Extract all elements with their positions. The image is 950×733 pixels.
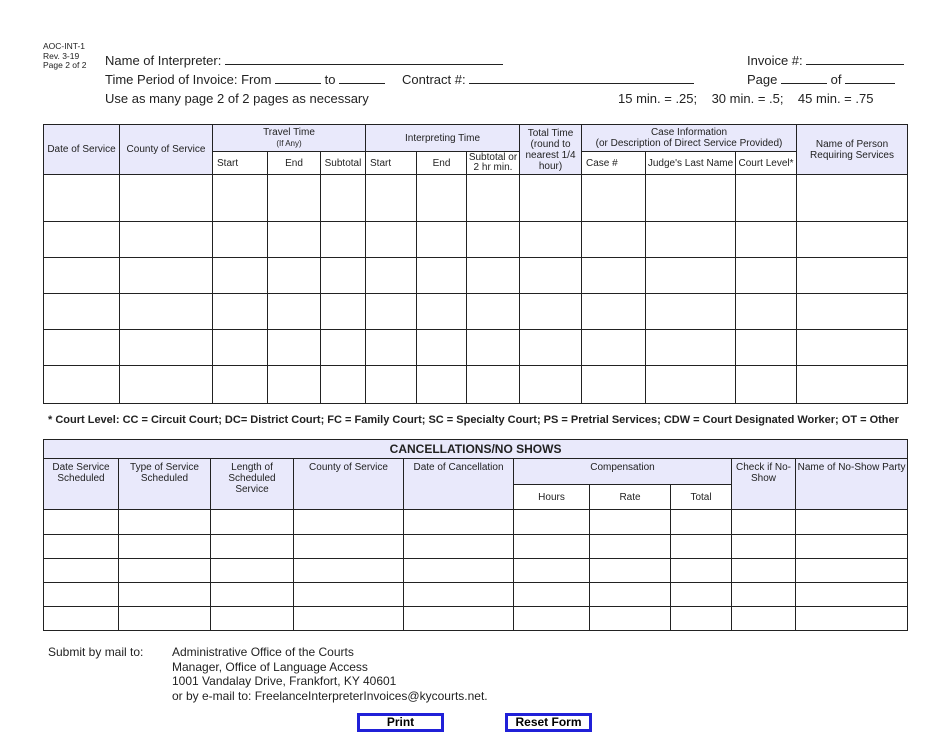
case-info-label: Case Information xyxy=(650,127,728,138)
address-email-line: or by e-mail to: FreelanceInterpreterInvoices@kycourts.net. xyxy=(172,688,488,703)
col-interp-start: Start xyxy=(366,152,417,175)
service-table xyxy=(43,124,908,404)
col-travel-end: End xyxy=(268,152,321,175)
col-cancel-county: County of Service xyxy=(294,459,404,510)
address-line-2: Manager, Office of Language Access xyxy=(172,659,368,674)
cancellations-title: CANCELLATIONS/NO SHOWS xyxy=(44,440,908,459)
two-hr-min-label: 2 hr min. xyxy=(473,162,513,173)
col-court-level: Court Level* xyxy=(736,152,797,175)
table-row xyxy=(44,258,908,294)
col-interp-subtotal xyxy=(467,152,520,175)
time-period-row xyxy=(105,71,385,87)
table-row xyxy=(44,294,908,330)
invoice-number-row xyxy=(747,52,904,68)
table-row xyxy=(44,559,908,583)
table-row xyxy=(44,583,908,607)
col-case-information xyxy=(582,125,797,152)
table-row xyxy=(44,607,908,631)
contract-label: Contract #: xyxy=(402,72,466,87)
page-number-field[interactable] xyxy=(781,71,827,84)
table-row xyxy=(44,535,908,559)
print-button[interactable]: Print xyxy=(357,713,444,732)
interpreter-name-label: Name of Interpreter: xyxy=(105,53,222,68)
interpreter-name-row xyxy=(105,52,503,68)
col-county-of-service: County of Service xyxy=(120,125,213,175)
col-travel-subtotal: Subtotal xyxy=(321,152,366,175)
travel-time-label: Travel Time xyxy=(263,127,315,138)
col-total: Total xyxy=(671,485,732,510)
reset-form-button[interactable]: Reset Form xyxy=(505,713,592,732)
form-id-block xyxy=(43,42,86,71)
rounding-note: 15 min. = .25; 30 min. = .5; 45 min. = .75 xyxy=(618,91,874,106)
case-info-sublabel: (or Description of Direct Service Provided) xyxy=(595,138,783,149)
address-line-3: 1001 Vandalay Drive, Frankfort, KY 40601 xyxy=(172,674,397,688)
col-travel-time xyxy=(213,125,366,152)
col-person-requiring-services: Name of Person Requiring Services xyxy=(797,125,908,175)
cancellations-table xyxy=(43,439,908,631)
col-compensation: Compensation xyxy=(514,459,732,485)
table-row xyxy=(44,330,908,366)
page-label: Page xyxy=(747,72,778,87)
col-travel-start: Start xyxy=(213,152,268,175)
col-interp-end: End xyxy=(417,152,467,175)
col-judge-last-name: Judge's Last Name xyxy=(646,152,736,175)
col-date-cancellation: Date of Cancellation xyxy=(404,459,514,510)
contract-field[interactable] xyxy=(469,71,694,84)
time-period-label: Time Period of Invoice: From xyxy=(105,72,272,87)
col-service-type: Type of Service Scheduled xyxy=(119,459,211,510)
col-case-number: Case # xyxy=(582,152,646,175)
table-row xyxy=(44,510,908,535)
form-id: AOC-INT-1 xyxy=(43,41,86,51)
mailing-address xyxy=(172,645,488,703)
col-rate: Rate xyxy=(590,485,671,510)
table-row xyxy=(44,222,908,258)
col-no-show-party: Name of No-Show Party xyxy=(796,459,908,510)
col-date-of-service: Date of Service xyxy=(44,125,120,175)
invoice-number-label: Invoice #: xyxy=(747,53,803,68)
col-interpreting-time: Interpreting Time xyxy=(366,125,520,152)
col-total-time: Total Time (round to nearest 1/4 hour) xyxy=(520,125,582,175)
page-count-row xyxy=(747,71,895,87)
col-no-show-check: Check if No-Show xyxy=(732,459,796,510)
col-date-scheduled: Date Service Scheduled xyxy=(44,459,119,510)
page-total-field[interactable] xyxy=(845,71,895,84)
table-row xyxy=(44,175,908,222)
travel-time-sublabel: (If Any) xyxy=(276,139,302,148)
invoice-number-field[interactable] xyxy=(806,52,904,65)
col-service-length: Length of Scheduled Service xyxy=(211,459,294,510)
period-to-label: to xyxy=(324,72,336,87)
address-line-1: Administrative Office of the Courts xyxy=(172,645,354,659)
contract-row xyxy=(402,71,694,87)
form-rev: Rev. 3-19 xyxy=(43,50,80,61)
period-to-field[interactable] xyxy=(339,71,385,84)
submit-label: Submit by mail to: xyxy=(48,645,144,659)
page-of-label: of xyxy=(830,72,842,87)
col-hours: Hours xyxy=(514,485,590,510)
period-from-field[interactable] xyxy=(275,71,321,84)
usage-note: Use as many page 2 of 2 pages as necessary xyxy=(105,91,369,106)
court-level-legend: * Court Level: CC = Circuit Court; DC= District Court; FC = Family Court; SC = Specialty Court; PS = Pretrial Services; CDW = Court Designated Worker; OT = Other xyxy=(48,414,899,426)
interpreter-name-field[interactable] xyxy=(225,52,503,65)
table-row xyxy=(44,366,908,404)
subtotal-or-label: Subtotal or xyxy=(468,152,518,163)
form-page: Page 2 of 2 xyxy=(43,60,87,70)
